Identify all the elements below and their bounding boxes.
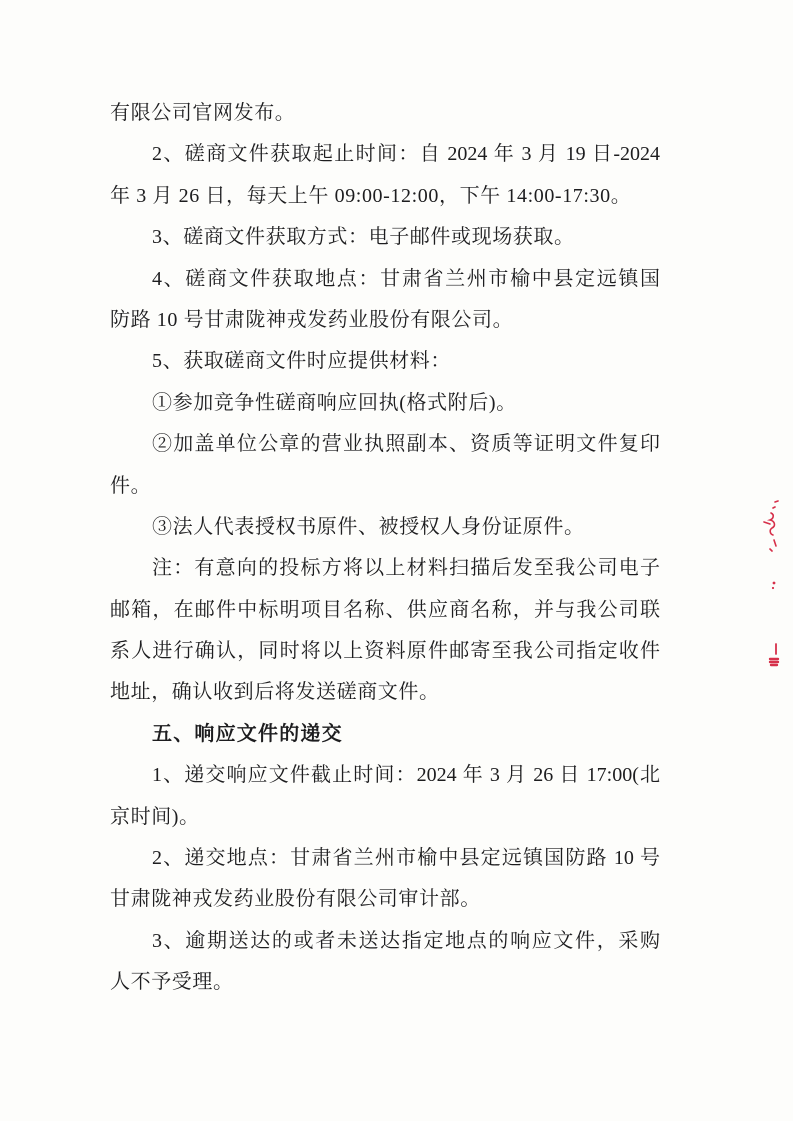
text-line: ②加盖单位公章的营业执照副本、资质等证明文件复印: [152, 433, 660, 456]
text-line: 4、磋商文件获取地点：甘肃省兰州市榆中县定远镇国: [152, 267, 660, 290]
text-line: 年 3 月 26 日，每天上午 09:00-12:00，下午 14:00-17:30。: [110, 184, 632, 207]
ink-dot-red-mark: [769, 579, 779, 591]
text-line: 京时间)。: [110, 805, 200, 828]
text-line: 甘肃陇神戎发药业股份有限公司审计部。: [110, 888, 481, 911]
text-line: 有限公司官网发布。: [110, 102, 296, 124]
text-line: 地址，确认收到后将发送磋商文件。: [110, 681, 440, 704]
text-line: 件。: [110, 474, 152, 497]
text-line: ③法人代表授权书原件、被授权人身份证原件。: [152, 515, 585, 538]
text-line: 3、逾期送达的或者未送达指定地点的响应文件，采购: [152, 929, 660, 952]
text-line: 5、获取磋商文件时应提供材料：: [152, 350, 451, 373]
text-line: 注：有意向的投标方将以上材料扫描后发至我公司电子: [152, 557, 660, 580]
text-line: ①参加竞争性磋商响应回执(格式附后)。: [152, 391, 517, 414]
text-line: 3、磋商文件获取方式：电子邮件或现场获取。: [152, 226, 575, 249]
text-column: [110, 93, 660, 1004]
text-line: 1、递交响应文件截止时间：2024 年 3 月 26 日 17:00(北: [152, 764, 660, 787]
handwritten-squiggle-red-ink-mark: [761, 500, 781, 552]
text-line: 2、递交地点：甘肃省兰州市榆中县定远镇国防路 10 号: [152, 847, 660, 870]
text-line: 人不予受理。: [110, 971, 234, 994]
ink-stroke-blob-red-mark: [765, 642, 783, 668]
text-line: 防路 10 号甘肃陇神戎发药业股份有限公司。: [110, 308, 514, 331]
text-line: 邮箱，在邮件中标明项目名称、供应商名称，并与我公司联: [110, 598, 660, 621]
section-heading: 五、响应文件的递交: [152, 722, 343, 745]
text-line: 2、磋商文件获取起止时间：自 2024 年 3 月 19 日-2024: [152, 143, 660, 166]
text-line: 系人进行确认，同时将以上资料原件邮寄至我公司指定收件: [110, 640, 660, 663]
